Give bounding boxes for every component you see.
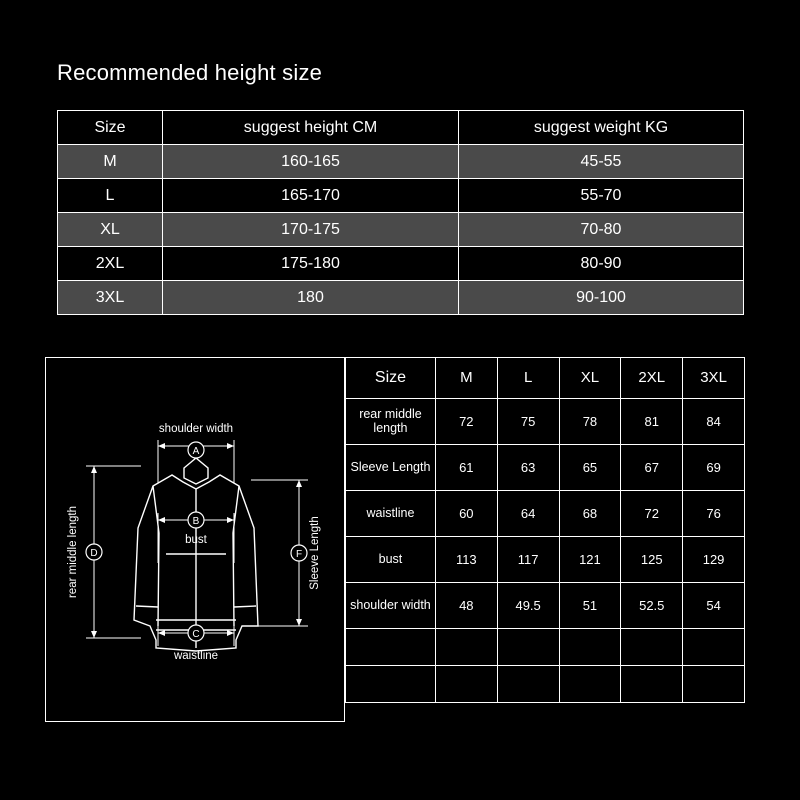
cell-value: 72 bbox=[621, 491, 683, 537]
row-label: waistline bbox=[346, 491, 436, 537]
cell-value: 125 bbox=[621, 537, 683, 583]
cell-size: 2XL bbox=[58, 247, 163, 281]
table-row bbox=[58, 213, 744, 247]
table-row-empty bbox=[346, 629, 745, 666]
label-bust: bust bbox=[185, 534, 207, 546]
table-row-empty bbox=[346, 666, 745, 703]
cell-value: 60 bbox=[435, 491, 497, 537]
cell-weight: 90-100 bbox=[459, 281, 744, 315]
cell-size: XL bbox=[58, 213, 163, 247]
label-waistline: waistline bbox=[173, 650, 219, 662]
cell-weight: 70-80 bbox=[459, 213, 744, 247]
column-header-size: Size bbox=[346, 358, 436, 399]
row-label: rear middle length bbox=[346, 399, 436, 445]
cell-value: 49.5 bbox=[497, 583, 559, 629]
page-title: Recommended height size bbox=[57, 60, 323, 85]
measurement-section bbox=[45, 357, 745, 722]
column-header-3xl: 3XL bbox=[683, 358, 745, 399]
label-sleeve-length: Sleeve Length bbox=[309, 516, 321, 590]
jacket-illustration bbox=[46, 358, 346, 723]
cell-empty bbox=[559, 629, 621, 666]
cell-value: 54 bbox=[683, 583, 745, 629]
cell-value: 65 bbox=[559, 445, 621, 491]
cell-size: L bbox=[58, 179, 163, 213]
cell-weight: 45-55 bbox=[459, 145, 744, 179]
table-row bbox=[58, 247, 744, 281]
cell-height: 170-175 bbox=[163, 213, 459, 247]
cell-height: 175-180 bbox=[163, 247, 459, 281]
cell-value: 76 bbox=[683, 491, 745, 537]
column-header-weight: suggest weight KG bbox=[459, 111, 744, 145]
cell-value: 81 bbox=[621, 399, 683, 445]
cell-size: 3XL bbox=[58, 281, 163, 315]
cell-empty bbox=[435, 629, 497, 666]
column-header-xl: XL bbox=[559, 358, 621, 399]
cell-empty bbox=[683, 629, 745, 666]
label-shoulder-width: shoulder width bbox=[158, 423, 234, 435]
cell-empty bbox=[497, 629, 559, 666]
height-weight-table bbox=[57, 110, 744, 315]
cell-empty bbox=[683, 666, 745, 703]
cell-value: 51 bbox=[559, 583, 621, 629]
marker-f: F bbox=[295, 549, 303, 560]
cell-empty bbox=[497, 666, 559, 703]
cell-value: 64 bbox=[497, 491, 559, 537]
marker-a: A bbox=[192, 446, 200, 457]
table-row bbox=[346, 537, 745, 583]
cell-height: 160-165 bbox=[163, 145, 459, 179]
column-header-size: Size bbox=[58, 111, 163, 145]
cell-value: 61 bbox=[435, 445, 497, 491]
marker-b: B bbox=[192, 516, 200, 527]
cell-value: 63 bbox=[497, 445, 559, 491]
table-row bbox=[58, 145, 744, 179]
cell-value: 69 bbox=[683, 445, 745, 491]
cell-value: 67 bbox=[621, 445, 683, 491]
table-row bbox=[346, 583, 745, 629]
measurement-table bbox=[345, 357, 745, 703]
table-row bbox=[346, 445, 745, 491]
table-header-row bbox=[58, 111, 744, 145]
cell-value: 68 bbox=[559, 491, 621, 537]
cell-weight: 80-90 bbox=[459, 247, 744, 281]
label-rear-middle-length: rear middle length bbox=[67, 505, 79, 599]
column-header-height: suggest height CM bbox=[163, 111, 459, 145]
row-label: Sleeve Length bbox=[346, 445, 436, 491]
cell-empty bbox=[435, 666, 497, 703]
cell-height: 165-170 bbox=[163, 179, 459, 213]
row-label: shoulder width bbox=[346, 583, 436, 629]
cell-size: M bbox=[58, 145, 163, 179]
cell-empty bbox=[559, 666, 621, 703]
garment-diagram bbox=[45, 357, 345, 722]
cell-empty bbox=[621, 629, 683, 666]
column-header-m: M bbox=[435, 358, 497, 399]
cell-height: 180 bbox=[163, 281, 459, 315]
cell-weight: 55-70 bbox=[459, 179, 744, 213]
table-row bbox=[346, 399, 745, 445]
cell-empty bbox=[621, 666, 683, 703]
cell-value: 52.5 bbox=[621, 583, 683, 629]
cell-value: 117 bbox=[497, 537, 559, 583]
cell-value: 78 bbox=[559, 399, 621, 445]
cell-value: 113 bbox=[435, 537, 497, 583]
cell-value: 121 bbox=[559, 537, 621, 583]
cell-value: 75 bbox=[497, 399, 559, 445]
marker-c: C bbox=[192, 629, 200, 640]
column-header-l: L bbox=[497, 358, 559, 399]
column-header-2xl: 2XL bbox=[621, 358, 683, 399]
cell-empty bbox=[346, 629, 436, 666]
cell-value: 84 bbox=[683, 399, 745, 445]
measure-header-row bbox=[346, 358, 745, 399]
cell-empty bbox=[346, 666, 436, 703]
cell-value: 72 bbox=[435, 399, 497, 445]
cell-value: 129 bbox=[683, 537, 745, 583]
table-row bbox=[346, 491, 745, 537]
marker-d: D bbox=[90, 548, 98, 559]
table-row bbox=[58, 179, 744, 213]
cell-value: 48 bbox=[435, 583, 497, 629]
table-row bbox=[58, 281, 744, 315]
row-label: bust bbox=[346, 537, 436, 583]
